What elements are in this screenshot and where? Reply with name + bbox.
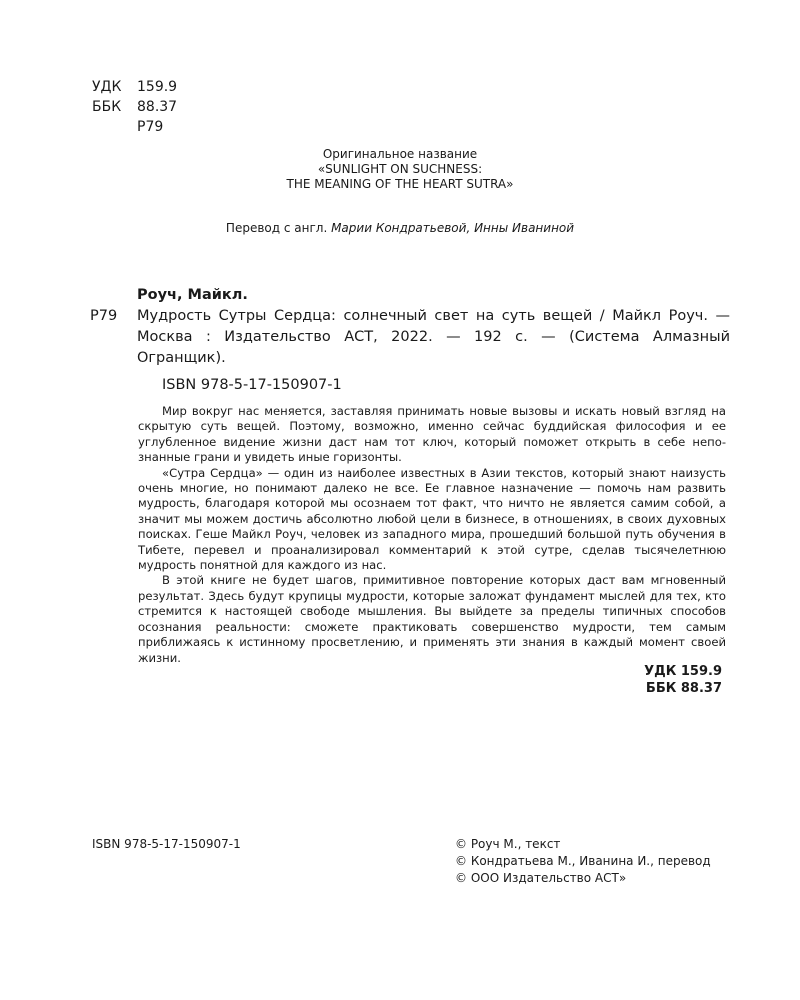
original-title-line: THE MEANING OF THE HEART SUTRA» bbox=[286, 177, 514, 191]
classification-block bbox=[92, 77, 177, 137]
copyright-line: © ООО Издательство АСТ» bbox=[455, 871, 627, 885]
record-description: Мудрость Сутры Сердца: солнечный свет на суть вещей / Майкл Роуч. — Москва : Издательство АСТ, 2022. — 192 с. — (Система Алмазный Огранщик). bbox=[137, 308, 730, 366]
copyright-line: © Роуч М., текст bbox=[455, 837, 561, 851]
footer-isbn: ISBN 978-5-17-150907-1 bbox=[92, 837, 241, 851]
bibliographic-record bbox=[90, 285, 730, 396]
record-author: Роуч, Майкл. bbox=[137, 287, 248, 303]
annotation-paragraph: В этой книге не будет шагов, примитивное повторение которых даст вам мгновенный результат. Здесь будут крупицы мудрости, которые заложат фундамент мыслей для тех, кто стремится к настоящей свободе мышления. Вы выйдете за пределы типичных способов осознания реальности: сможете практиковать совершенство мудрости, тем самым приближаясь к истинному просветлению, и применять эти знания в каждый момент своей жизни. bbox=[138, 573, 726, 665]
original-title-line: «SUNLIGHT ON SUCHNESS: bbox=[317, 162, 483, 176]
original-title-block bbox=[0, 147, 800, 192]
translation-prefix: Перевод с англ. bbox=[225, 221, 332, 235]
udk-label: УДК bbox=[92, 79, 122, 95]
translation-credit bbox=[0, 221, 800, 236]
bbk-value: 88.37 bbox=[137, 99, 178, 115]
annotation-paragraph: «Сутра Сердца» — один из наиболее известных в Азии текстов, который знают наизусть очень многие, но понимают далеко не все. Ее главное назначение — помочь нам развить мудрость, благодаря которой мы осознаем тот факт, что ничто не является самим собой, а значит мы можем достичь абсолютно любой цели в бизнесе, в отношениях, в своих духовных поисках. Геше Майкл Роуч, человек из западного мира, прошедший большой путь обучения в Тибете, перевел и проанализировал комментарий к этой сутре, сделав тысячелетнюю мудрость понятной для каждого из нас. bbox=[138, 465, 726, 573]
udk-right: УДК 159.9 bbox=[644, 664, 722, 679]
annotation bbox=[138, 404, 726, 666]
author-mark-row bbox=[92, 117, 177, 137]
copyright-line: © Кондратьева М., Иванина И., перевод bbox=[455, 854, 711, 868]
record-code: Р79 bbox=[90, 308, 118, 324]
author-mark: Р79 bbox=[137, 119, 164, 135]
record-isbn: ISBN 978-5-17-150907-1 bbox=[162, 377, 342, 393]
bbk-row bbox=[92, 97, 177, 117]
translators: Марии Кондратьевой, Инны Иваниной bbox=[331, 221, 575, 235]
udk-value: 159.9 bbox=[137, 79, 178, 95]
bbk-label: ББК bbox=[92, 99, 122, 115]
original-title-caption: Оригинальное название bbox=[322, 147, 478, 161]
bbk-right: ББК 88.37 bbox=[645, 681, 722, 696]
udk-row bbox=[92, 77, 177, 97]
copyright-block bbox=[455, 836, 711, 887]
record-body bbox=[90, 306, 730, 369]
classification-right bbox=[560, 663, 722, 697]
annotation-paragraph: Мир вокруг нас меняется, заставляя принимать новые вызовы и искать новый взгляд на скрытую суть вещей. Поэтому, возможно, именно сейчас буддийская философия и ее углубленное видение жизни даст нам тот ключ, который поможет открыть в себе непознанные грани и увидеть иные горизонты. bbox=[138, 404, 726, 465]
